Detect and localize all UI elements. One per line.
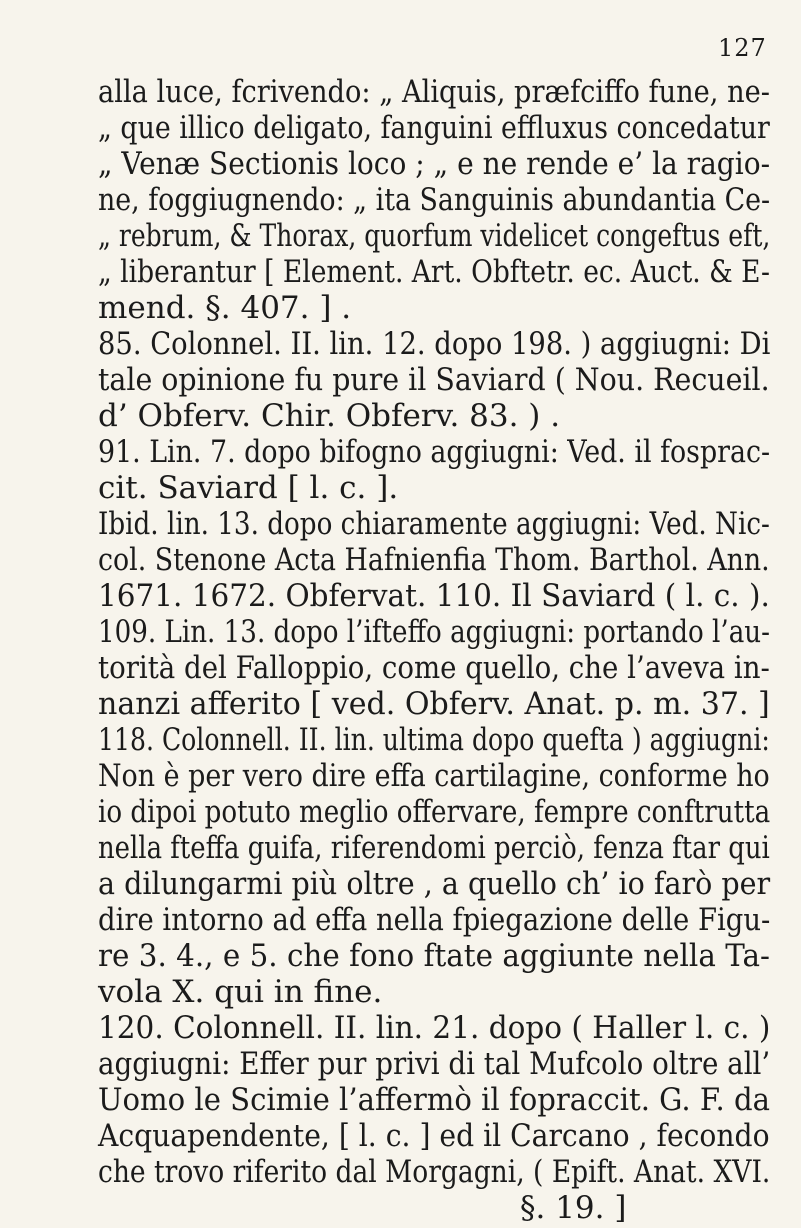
text-line: d’ Obferv. Chir. Obferv. 83. ) .	[98, 398, 561, 434]
text-line: re 3. 4., e 5. che fono ftate aggiunte nella Ta-	[98, 938, 770, 974]
text-line: 118. Colonnell. II. lin. ultima dopo quefta ) aggiugni:	[98, 722, 770, 758]
text-line: torità del Falloppio, come quello, che l’aveva in-	[98, 650, 770, 686]
text-line: nanzi afferito [ ved. Obferv. Anat. p. m. 37. ]	[98, 686, 770, 722]
text-line: col. Stenone Acta Hafnienfia Thom. Barthol. Ann.	[98, 542, 770, 578]
text-line: 85. Colonnel. II. lin. 12. dopo 198. ) aggiugni: Di	[98, 326, 771, 362]
text-line: „ rebrum, & Thorax, quorfum videlicet congeftus eft,	[98, 218, 771, 254]
text-line: „ Venæ Sectionis loco ; „ e ne rende e’ la ragio-	[98, 146, 771, 182]
text-line: 1671. 1672. Obfervat. 110. Il Saviard ( l. c. ).	[98, 578, 770, 614]
page-number: 127	[718, 34, 767, 62]
text-line: ne, foggiugnendo: „ ita Sanguinis abundantia Ce-	[98, 182, 771, 218]
text-line: „ que illico deligato, fanguini effluxus concedatur	[98, 110, 770, 146]
text-line: „ liberantur [ Element. Art. Obftetr. ec. Auct. & E-	[98, 254, 770, 290]
text-line: io dipoi potuto meglio offervare, fempre conftrutta	[98, 794, 771, 830]
text-line: §. 19. ]	[520, 1190, 627, 1226]
text-line: 109. Lin. 13. dopo l’ifteffo aggiugni: portando l’au-	[98, 614, 770, 650]
text-line: nella fteffa guifa, riferendomi perciò, fenza ftar qui	[98, 830, 770, 866]
text-line: dire intorno ad effa nella fpiegazione delle Figu-	[98, 902, 771, 938]
text-line: 91. Lin. 7. dopo bifogno aggiugni: Ved. il fosprac-	[98, 434, 771, 470]
text-line: che trovo riferito dal Morgagni, ( Epift. Anat. XVI.	[98, 1154, 771, 1190]
text-line: a dilungarmi più oltre , a quello ch’ io farò per	[98, 866, 771, 902]
text-line: mend. §. 407. ] .	[98, 290, 352, 326]
text-line: tale opinione fu pure il Saviard ( Nou. Recueil.	[98, 362, 770, 398]
text-line: alla luce, fcrivendo: „ Aliquis, præfciffo fune, ne-	[98, 74, 770, 110]
text-line: Acquapendente, [ l. c. ] ed il Carcano , fecondo	[98, 1118, 770, 1154]
text-line: cit. Saviard [ l. c. ].	[98, 470, 399, 506]
text-line: aggiugni: Effer pur privi di tal Mufcolo oltre all’	[98, 1046, 771, 1082]
text-line: Non è per vero dire effa cartilagine, conforme ho	[98, 758, 770, 794]
text-line: Uomo le Scimie l’affermò il fopraccit. G. F. da	[98, 1082, 771, 1118]
text-line: Ibid. lin. 13. dopo chiaramente aggiugni: Ved. Nic-	[98, 506, 770, 542]
text-line: 120. Colonnell. II. lin. 21. dopo ( Haller l. c. )	[98, 1010, 771, 1046]
text-line: vola X. qui in fine.	[98, 974, 383, 1010]
